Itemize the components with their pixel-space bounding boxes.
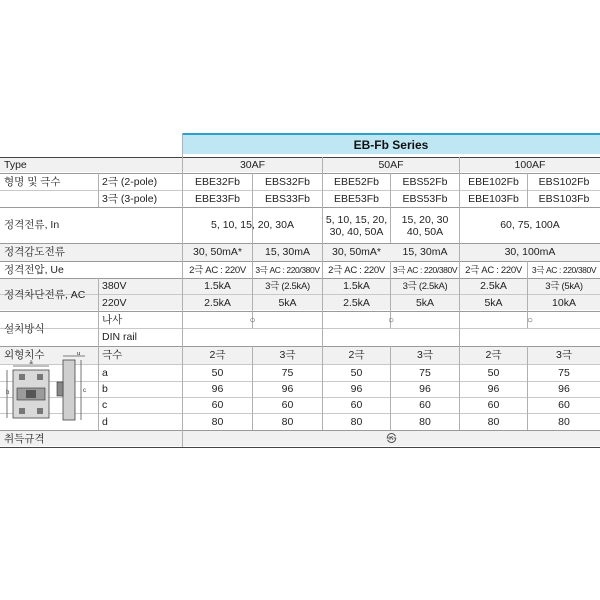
- dim-a-value: 75: [558, 366, 570, 379]
- dim-pole-value: 2극: [348, 349, 365, 361]
- install-mark: ○: [387, 314, 395, 326]
- install-mark: ○: [526, 314, 534, 326]
- model-3p: EBE53Fb: [334, 192, 379, 205]
- voltage-value: 3극 AC : 220/380V: [255, 264, 320, 275]
- dim-pole-value: 3극: [417, 349, 433, 361]
- model-2p: EBS102Fb: [538, 175, 590, 188]
- dim-c-value: 60: [350, 399, 363, 411]
- label-dim-c: c: [102, 399, 108, 411]
- dim-a-value: 75: [281, 366, 294, 379]
- dim-c-value: 60: [281, 399, 294, 411]
- current-50af-ebs-line1: 15, 20, 30: [401, 213, 449, 226]
- current-50af-ebe: [323, 208, 390, 243]
- dim-c-value: 60: [487, 399, 500, 411]
- current-50af-ebs: [391, 208, 459, 243]
- current-50af-ebs-line2: 40, 50A: [406, 225, 444, 238]
- dim-b-value: 96: [211, 383, 224, 395]
- voltage-value: 2극 AC : 220V: [328, 264, 385, 276]
- break-220-value: 5kA: [278, 296, 297, 309]
- label-dim-d: d: [102, 415, 108, 428]
- frame-50af: 50AF: [378, 159, 404, 171]
- sensitivity-value: 30, 50mA*: [331, 246, 382, 258]
- voltage-value: 2극 AC : 220V: [465, 264, 522, 276]
- dim-a-value: 50: [487, 366, 500, 379]
- sensitivity-value: 15, 30mA: [265, 246, 310, 258]
- label-pole: 형명 및 극수: [4, 175, 61, 188]
- break-380-value: 3극 (2.5kA): [402, 281, 448, 292]
- dim-d-value: 80: [419, 415, 431, 428]
- sensitivity-value: 30, 50mA*: [192, 246, 243, 258]
- model-3p: EBS103Fb: [538, 192, 590, 205]
- label-dim-b: b: [102, 383, 108, 395]
- dim-d-value: 80: [487, 415, 500, 428]
- cert-mark-icon: ㉿: [386, 433, 397, 445]
- model-3p: EBS33Fb: [265, 192, 310, 205]
- break-220-value: 10kA: [552, 296, 576, 309]
- label-3pole: 3극 (3-pole): [102, 192, 158, 205]
- dim-b-value: 96: [487, 383, 500, 395]
- dim-d-value: 80: [281, 415, 294, 428]
- dim-b-value: 96: [558, 383, 570, 395]
- diagram-label-b: b: [6, 390, 10, 396]
- break-380-value: 1.5kA: [204, 280, 231, 292]
- diagram-label-a: a: [29, 360, 33, 366]
- dim-b-value: 96: [350, 383, 363, 395]
- break-220-value: 5kA: [415, 296, 435, 309]
- label-sensitivity: 정격감도전류: [4, 246, 65, 258]
- frame-100af: 100AF: [514, 159, 546, 171]
- model-2p: EBE32Fb: [195, 175, 240, 188]
- label-dims: 외형치수: [4, 349, 45, 361]
- model-3p: EBE103Fb: [468, 192, 519, 205]
- sensitivity-value: 30, 100mA: [504, 246, 556, 258]
- voltage-value: 2극 AC : 220V: [189, 264, 246, 276]
- diagram-label-c: c: [83, 388, 86, 394]
- label-2pole: 2극 (2-pole): [102, 175, 158, 188]
- break-380-value: 2.5kA: [480, 280, 507, 292]
- dim-c-value: 60: [419, 399, 431, 411]
- sensitivity-value: 15, 30mA: [402, 246, 448, 258]
- dim-d-value: 80: [558, 415, 570, 428]
- dim-a-value: 50: [350, 366, 363, 379]
- breaker-dimension-diagram: [5, 352, 93, 424]
- break-220-value: 2.5kA: [204, 296, 231, 309]
- model-2p: EBE52Fb: [334, 175, 379, 188]
- label-rated-voltage: 정격전압, Ue: [4, 263, 64, 276]
- break-380-value: 1.5kA: [343, 280, 370, 292]
- diagram-label-d: d: [77, 352, 81, 357]
- current-30af: 5, 10, 15, 20, 30A: [211, 219, 294, 231]
- model-2p: EBS52Fb: [402, 175, 448, 188]
- series-title: EB-Fb Series: [182, 133, 600, 154]
- label-din: DIN rail: [102, 331, 138, 343]
- current-100af: 60, 75, 100A: [500, 219, 560, 231]
- dim-d-value: 80: [350, 415, 363, 428]
- model-3p: EBS53Fb: [402, 192, 448, 205]
- dim-d-value: 80: [211, 415, 224, 428]
- label-220v: 220V: [102, 296, 127, 309]
- dim-c-value: 60: [558, 399, 570, 411]
- label-380v: 380V: [102, 280, 127, 292]
- model-2p: EBS32Fb: [265, 175, 310, 188]
- current-50af-ebe-line2: 30, 40, 50A: [329, 225, 384, 238]
- model-3p: EBE33Fb: [195, 192, 240, 205]
- label-type: Type: [4, 159, 27, 171]
- dim-a-value: 50: [211, 366, 224, 379]
- dim-pole-value: 3극: [279, 349, 296, 361]
- break-220-value: 2.5kA: [343, 296, 370, 309]
- frame-30af: 30AF: [239, 159, 266, 171]
- voltage-value: 3극 AC : 220/380V: [531, 264, 597, 275]
- voltage-value: 3극 AC : 220/380V: [392, 264, 458, 275]
- current-50af-ebe-line1: 5, 10, 15, 20,: [325, 213, 388, 226]
- label-cert: 취득규격: [4, 432, 45, 445]
- model-2p: EBE102Fb: [468, 175, 519, 188]
- dim-pole-value: 2극: [209, 349, 226, 361]
- dim-b-value: 96: [281, 383, 294, 395]
- break-380-value: 3극 (2.5kA): [265, 281, 310, 292]
- dim-c-value: 60: [211, 399, 224, 411]
- break-220-value: 5kA: [484, 296, 503, 309]
- dim-a-value: 75: [419, 366, 431, 379]
- label-breaking: 정격차단전류, AC: [4, 288, 86, 301]
- install-mark: ○: [249, 314, 256, 326]
- break-380-value: 3극 (5kA): [545, 281, 583, 292]
- label-dim-a: a: [102, 366, 108, 379]
- dim-pole-value: 2극: [485, 349, 502, 361]
- label-install: 설치방식: [4, 322, 45, 335]
- label-dim-pole: 극수: [102, 349, 123, 361]
- dim-b-value: 96: [419, 383, 431, 395]
- label-screw: 나사: [102, 313, 123, 326]
- label-rated-current: 정격전류, In: [4, 219, 60, 231]
- dim-pole-value: 3극: [556, 349, 572, 361]
